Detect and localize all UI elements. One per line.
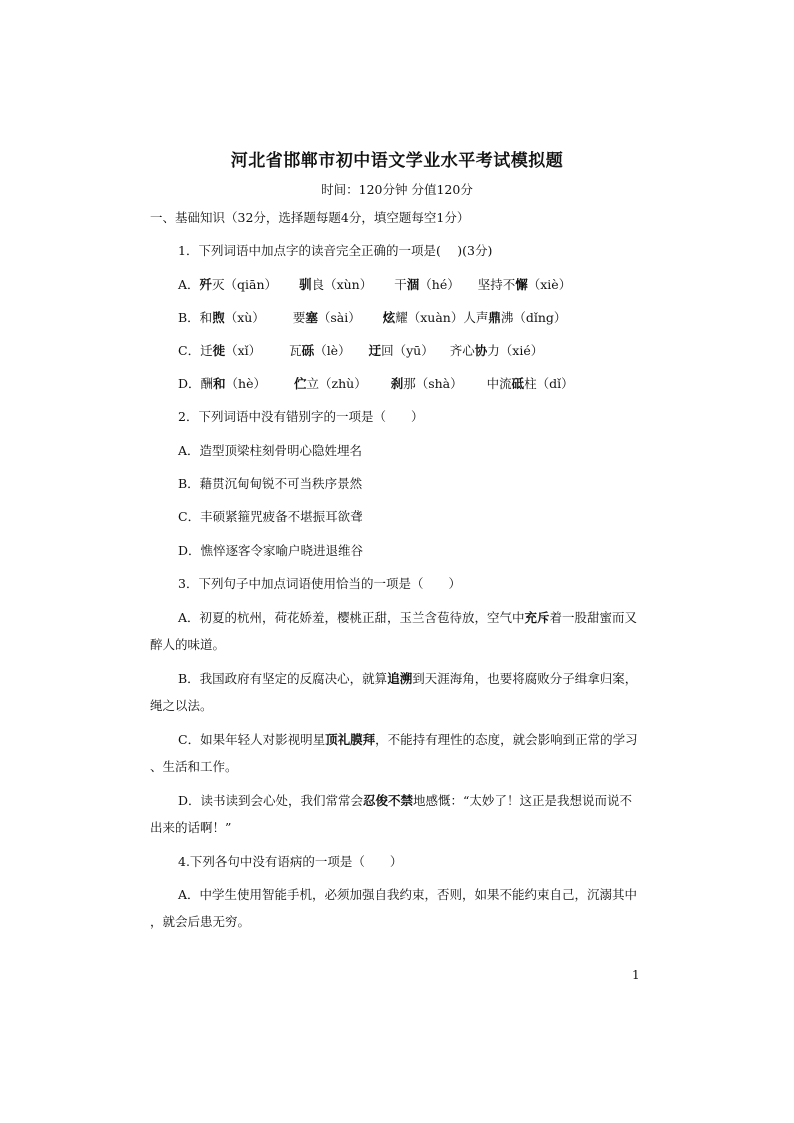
opt-text: 灭（qiān）	[212, 277, 278, 292]
opt-text: （xiè）	[527, 277, 572, 292]
opt-text: 齐心	[449, 343, 475, 358]
opt-text: A．初夏的杭州，荷花娇羞，樱桃正甜，玉兰含苞待放，空气中	[178, 610, 525, 625]
question-3-option-c	[178, 730, 638, 748]
question-3-stem: 3．下列句子中加点词语使用恰当的一项是（ ）	[178, 576, 461, 591]
question-4-stem: 4.下列各句中没有语病的一项是（ ）	[178, 854, 403, 869]
opt-text: 干	[394, 277, 407, 292]
dotted-char: 迂	[368, 343, 382, 358]
opt-text: 地感慨：“太妙了！这正是我想说而说不	[413, 793, 632, 808]
question-2-option-b: B．藉贯沉甸甸锐不可当秩序景然	[178, 476, 363, 491]
opt-text: （sài）	[317, 310, 361, 325]
opt-text: （hè）	[225, 376, 266, 391]
question-2-option-a: A．造型顶梁柱刻骨明心隐姓埋名	[178, 443, 363, 458]
opt-text: 回（yū）	[381, 343, 434, 358]
dotted-word: 顶礼膜拜	[325, 732, 376, 747]
dotted-char: 鼎	[488, 310, 501, 325]
dotted-char: 炫	[382, 310, 396, 325]
opt-text: 着一股甜蜜而又	[549, 610, 638, 625]
dotted-word: 忍俊不禁	[363, 793, 414, 808]
question-1-stem: 1．下列词语中加点字的读音完全正确的一项是( )(3分)	[178, 243, 493, 258]
section-heading: 一、基础知识（32分，选择题每题4分，填空题每空1分）	[150, 210, 470, 225]
opt-text: 良（xùn）	[311, 277, 373, 292]
question-1-option-c	[178, 341, 543, 359]
page-title: 河北省邯郸市初中语文学业水平考试模拟题	[230, 151, 564, 171]
question-3-option-a-cont: 醉人的味道。	[150, 637, 226, 652]
dotted-word: 追溯	[387, 671, 413, 686]
question-4-option-a-cont: ，就会后患无穷。	[150, 914, 251, 929]
question-3-option-b-cont: 绳之以法。	[150, 698, 213, 713]
opt-text: 到天涯海角，也要将腐败分子缉拿归案，	[412, 671, 638, 686]
opt-text: 立（zhù）	[306, 376, 367, 391]
opt-text: （lè）	[314, 343, 351, 358]
question-3-option-a	[178, 608, 637, 626]
dotted-char: 和	[213, 376, 226, 391]
opt-text: D．酬	[178, 376, 214, 391]
question-3-option-d-cont: 出来的话啊！”	[150, 820, 232, 835]
opt-text: D．读书读到会心处，我们常常会	[178, 793, 364, 808]
dotted-char: 驯	[299, 277, 312, 292]
opt-text: 那（shà）	[403, 376, 463, 391]
question-2-stem: 2．下列词语中没有错别字的一项是（ ）	[178, 409, 424, 424]
dotted-char: 懈	[515, 277, 528, 292]
opt-text: B．和	[178, 310, 213, 325]
opt-text: B．我国政府有坚定的反腐决心，就算	[178, 671, 388, 686]
opt-text: C．如果年轻人对影视明星	[178, 732, 326, 747]
dotted-char: 徙	[212, 343, 226, 358]
opt-text: 坚持不	[477, 277, 516, 292]
question-2-option-d: D．憔悴逐客令家喻户晓进退维谷	[178, 543, 364, 558]
dotted-char: 塞	[305, 310, 318, 325]
question-1-option-d	[178, 374, 574, 392]
question-1-option-a	[178, 275, 571, 293]
opt-text: 沸（dǐng）	[500, 310, 567, 325]
opt-text: ，不能持有理性的态度，就会影响到正常的学习	[375, 732, 638, 747]
exam-time-score: 时间：120分钟 分值120分	[321, 182, 473, 197]
dotted-char: 涸	[406, 277, 420, 292]
dotted-word: 充斥	[524, 610, 550, 625]
question-3-option-b	[178, 669, 637, 687]
dotted-char: 伫	[294, 376, 307, 391]
question-2-option-c: C．丰硕紧箍咒疲备不堪振耳欲聋	[178, 509, 363, 524]
question-4-option-a: A．中学生使用智能手机，必须加强自我约束，否则，如果不能约束自己，沉溺其中	[178, 887, 638, 902]
opt-text: （xǐ）	[225, 343, 262, 358]
question-1-option-b	[178, 308, 566, 326]
opt-text: 中流	[486, 376, 512, 391]
opt-text: 要	[292, 310, 306, 325]
dotted-char: 砥	[511, 376, 525, 391]
question-3-option-d	[178, 791, 632, 809]
opt-text: 耀（xuàn）人声	[395, 310, 489, 325]
opt-text: A．	[178, 277, 200, 292]
opt-text: （xù）	[224, 310, 265, 325]
opt-text: C．迁	[178, 343, 213, 358]
dotted-char: 砾	[301, 343, 315, 358]
dotted-char: 刹	[390, 376, 404, 391]
question-3-option-c-cont: 、生活和工作。	[150, 759, 238, 774]
dotted-char: 煦	[212, 310, 225, 325]
opt-text: 柱（dǐ）	[524, 376, 574, 391]
opt-text: 力（xié）	[487, 343, 544, 358]
opt-text: （hé）	[419, 277, 460, 292]
opt-text: 瓦	[289, 343, 302, 358]
dotted-char: 协	[474, 343, 488, 358]
dotted-char: 歼	[199, 277, 213, 292]
page-number: 1	[632, 968, 640, 982]
